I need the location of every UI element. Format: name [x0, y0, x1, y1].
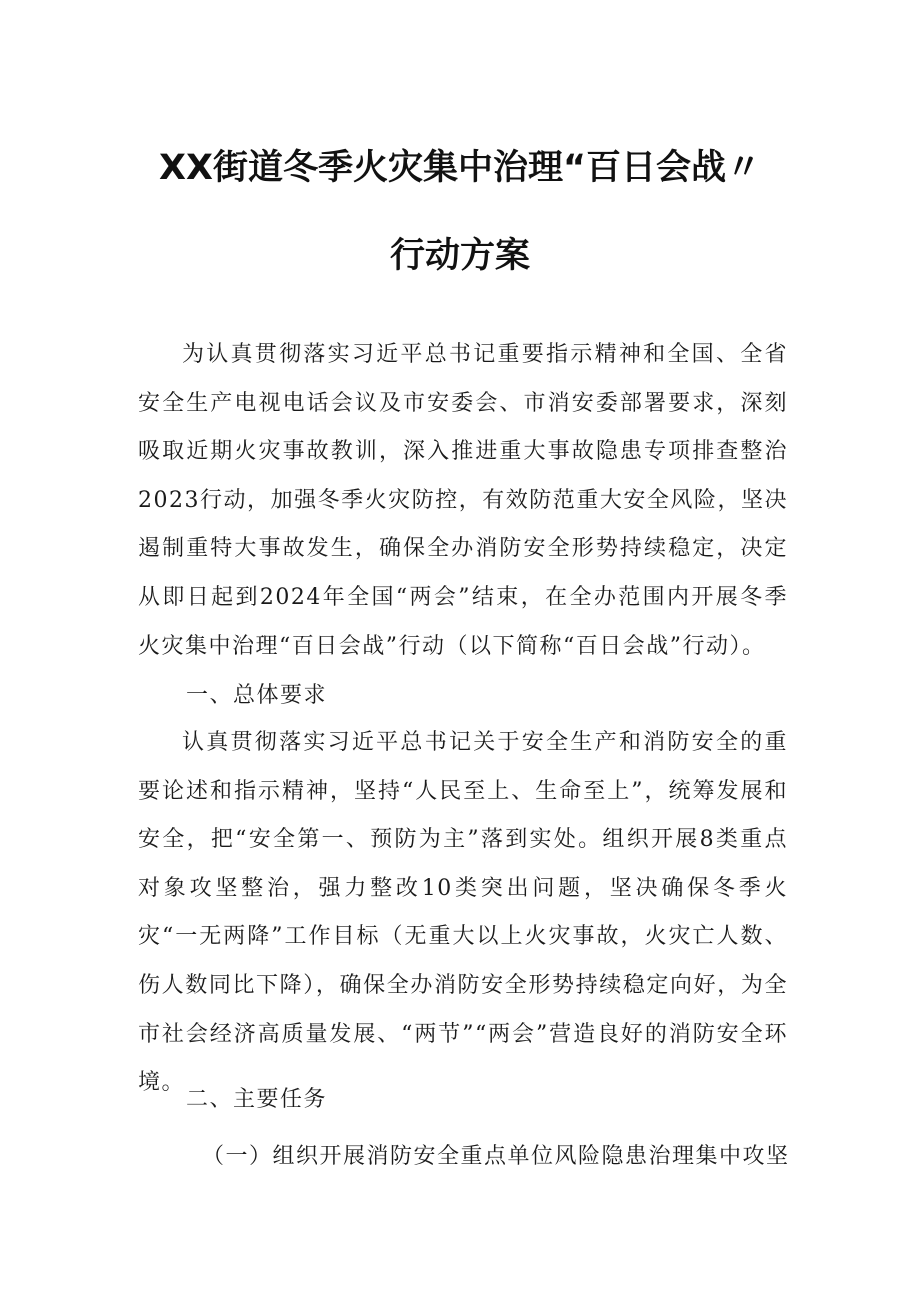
- document-title-line-1: XX街道冬季火灾集中治理“百日会战〃: [159, 148, 761, 188]
- document-title-line-2: 行动方案: [389, 236, 530, 276]
- section-2-subheading-block: [138, 1142, 788, 1172]
- section-1-heading: 一、总体要求: [186, 683, 328, 708]
- section-2-heading: 二、主要任务: [186, 1087, 328, 1112]
- section-1-body: 认真贯彻落实习近平总书记关于安全生产和消防安全的重要论述和指示精神，坚持“人民至上、生命至上”，统筹发展和安全，把“安全第一、预防为主”落到实处。组织开展8类重点对象攻坚整治，强力整改10类突出问题，坚决确保冬季火灾“一无两降”工作目标（无重大以上火灾事故，火灾亡人数、伤人数同比下降），确保全办消防安全形势持续稳定向好，为全市社会经济高质量发展、“两节”“两会”营造良好的消防安全环境。: [138, 730, 788, 1096]
- section-2-subheading-1: （一）组织开展消防安全重点单位风险隐患治理集中攻坚: [202, 1144, 790, 1169]
- intro-paragraph: 为认真贯彻落实习近平总书记重要指示精神和全国、全省安全生产电视电话会议及市安委会、市消安委部署要求，深刻吸取近期火灾事故教训，深入推进重大事故隐患专项排查整治2023行动，加强冬季火灾防控，有效防范重大安全风险，坚决遏制重特大事故发生，确保全办消防安全形势持续稳定，决定从即日起到2024年全国“两会”结束，在全办范围内开展冬季火灾集中治理“百日会战”行动（以下简称“百日会战”行动）。: [138, 342, 788, 659]
- section-2-heading-block: [138, 1085, 788, 1115]
- section-1-heading-block: [138, 681, 788, 711]
- section-1-body-block: [138, 719, 788, 1108]
- intro-paragraph-block: [138, 331, 788, 671]
